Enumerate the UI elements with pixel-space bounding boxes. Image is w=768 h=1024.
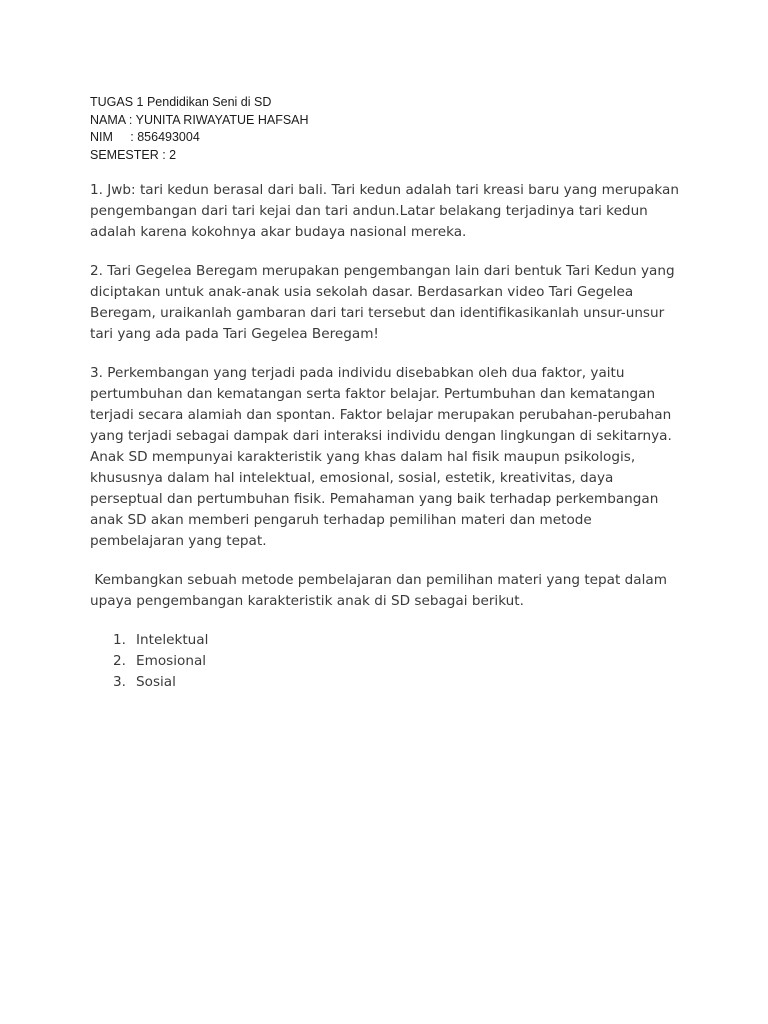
document-body bbox=[90, 180, 680, 693]
aspect-list bbox=[90, 630, 680, 693]
document-header bbox=[90, 94, 309, 164]
list-item-text: Sosial bbox=[136, 674, 176, 690]
header-student-id: NIM : 856493004 bbox=[90, 130, 200, 144]
question-paragraph-3: 3. Perkembangan yang terjadi pada individu disebabkan oleh dua faktor, yaitu pertumbuhan dan kematangan serta faktor belajar. Pertumbuhan dan kematangan terjadi secara alamiah dan spontan. Faktor belajar merupakan perubahan-perubahan yang terjadi sebagai dampak dari interaksi individu dengan lingkungan di sekitarnya. Anak SD mempunyai karakteristik yang khas dalam hal fisik maupun psikologis, khususnya dalam hal intelektual, emosional, sosial, estetik, kreativitas, daya perseptual dan pertumbuhan fisik. Pemahaman yang baik terhadap perkembangan anak SD akan memberi pengaruh terhadap pemilihan materi dan metode pembelajaran yang tepat. bbox=[90, 365, 672, 549]
answer-paragraph-1: 1. Jwb: tari kedun berasal dari bali. Tari kedun adalah tari kreasi baru yang merupakan pengembangan dari tari kejai dan tari andun.Latar belakang terjadinya tari kedun adalah karena kokohnya akar budaya nasional mereka. bbox=[90, 182, 679, 240]
list-item-number: 3. bbox=[113, 674, 126, 690]
list-item-number: 1. bbox=[113, 632, 126, 648]
instruction-paragraph: Kembangkan sebuah metode pembelajaran dan pemilihan materi yang tepat dalam upaya pengembangan karakteristik anak di SD sebagai berikut. bbox=[90, 572, 672, 609]
header-student-name: NAMA : YUNITA RIWAYATUE HAFSAH bbox=[90, 112, 309, 127]
list-item-number: 2. bbox=[113, 653, 126, 669]
list-item-text: Intelektual bbox=[136, 632, 209, 648]
header-assignment-title: TUGAS 1 Pendidikan Seni di SD bbox=[90, 95, 272, 109]
list-item bbox=[90, 672, 680, 693]
question-paragraph-2: 2. Tari Gegelea Beregam merupakan pengembangan lain dari bentuk Tari Kedun yang diciptakan untuk anak-anak usia sekolah dasar. Berdasarkan video Tari Gegelea Beregam, uraikanlah gambaran dari tari tersebut dan identifikasikanlah unsur-unsur tari yang ada pada Tari Gegelea Beregam! bbox=[90, 263, 675, 342]
list-item bbox=[90, 651, 680, 672]
header-semester: SEMESTER : 2 bbox=[90, 147, 177, 162]
list-item-text: Emosional bbox=[136, 653, 207, 669]
list-item bbox=[90, 630, 680, 651]
